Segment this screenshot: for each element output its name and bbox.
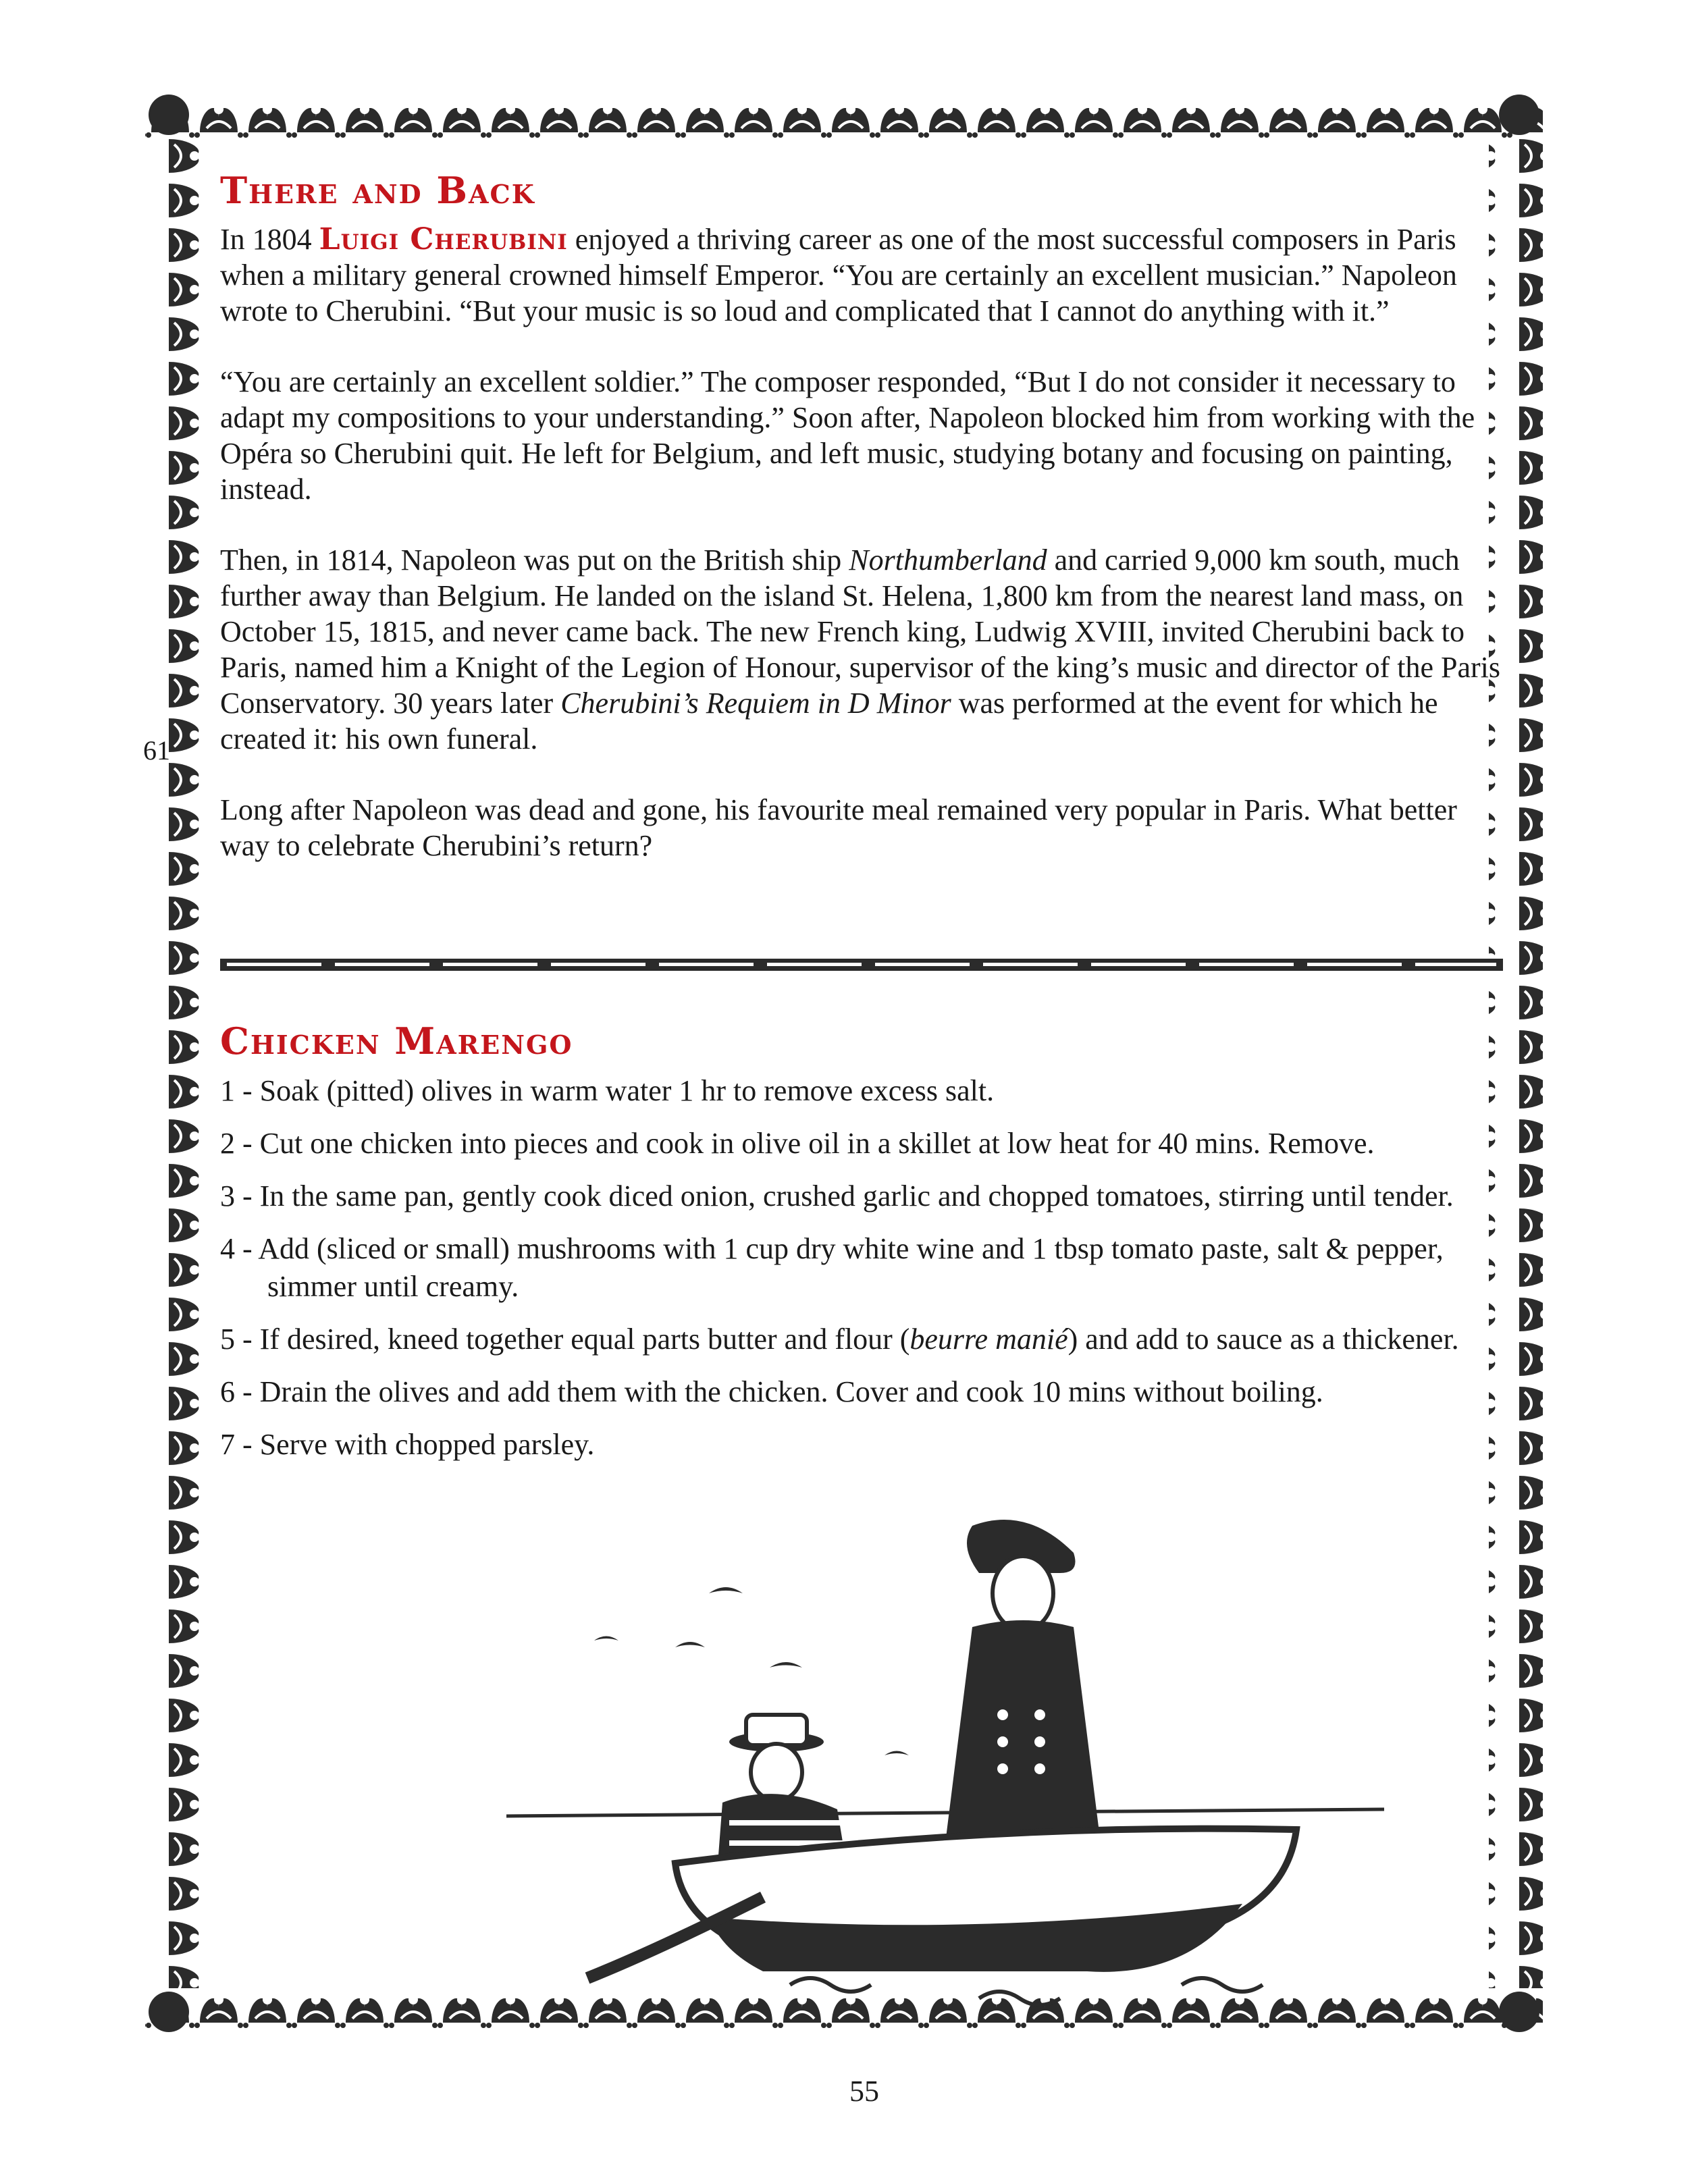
work-title: Cherubini’s Requiem in D Minor: [560, 687, 951, 720]
text: 5 - If desired, kneed together equal parts butter and flour (: [220, 1323, 910, 1356]
paragraph-3: [220, 542, 1503, 757]
paragraph-2: “You are certainly an excellent soldier.” The composer responded, “But I do not consider it necessary to adapt my compositions to your understanding.” Soon after, Napoleon blocked him from working with the Opéra so Cherubini quit. He left for Belgium, and left music, studying botany and focusing on painting, instead.: [220, 365, 1475, 506]
ship-name: Northumberland: [849, 543, 1047, 577]
recipe-step-2: 2 - Cut one chicken into pieces and cook in olive oil in a skillet at low heat for 40 mins. Remove.: [220, 1127, 1375, 1160]
recipe-section: [220, 999, 1503, 1479]
text: and carried 9,000 km south, much further away than Belgium. He landed on the island St. Helena, 1,800 km from the nearest land mass, on October 15, 1815, and never came back. The new French king, Ludwig XVIII, invited Cherubini back to Paris, named him a Knight of the Legion of Honour, supervisor of the king’s music and director of the Paris Conservatory. 30 years later: [220, 543, 1500, 720]
recipe-step-1: 1 - Soak (pitted) olives in warm water 1 hr to remove excess salt.: [220, 1074, 995, 1107]
story-section: [220, 149, 1503, 899]
text: enjoyed a thriving career as one of the most successful composers in Paris when a military general crowned himself Emperor. “You are certainly an excellent musician.” Napoleon wrote to Cherubini. “But your music is so loud and complicated that I cannot do anything with it.”: [220, 223, 1457, 327]
recipe-step-7: 7 - Serve with chopped parsley.: [220, 1428, 595, 1461]
section-divider: [220, 957, 1503, 972]
page-number: 55: [849, 2075, 879, 2108]
paragraph-4: Long after Napoleon was dead and gone, his favourite meal remained very popular in Paris. What better way to celebrate Cherubini’s return?: [220, 793, 1457, 862]
text: was performed at the event for which he created it: his own funeral.: [220, 687, 1438, 755]
recipe-step-4: 4 - Add (sliced or small) mushrooms with 1 cup dry white wine and 1 tbsp tomato paste, salt & pepper, simmer until creamy.: [220, 1232, 1444, 1303]
recipe-step-5: [220, 1321, 1503, 1358]
side-page-number: 61: [143, 735, 170, 766]
recipe-step-6: 6 - Drain the olives and add them with the chicken. Cover and cook 10 mins without boiling.: [220, 1375, 1323, 1408]
recipe-step-3: 3 - In the same pan, gently cook diced onion, crushed garlic and chopped tomatoes, stirring until tender.: [220, 1179, 1454, 1213]
text: In 1804: [220, 223, 319, 256]
section-title-chicken-marengo: Chicken Marengo: [220, 1019, 573, 1063]
napoleon-boat-illustration: [506, 1512, 1384, 2025]
text: Then, in 1814, Napoleon was put on the British ship: [220, 543, 849, 577]
composer-name: Luigi Cherubini: [319, 222, 568, 257]
term-beurre-manie: beurre manié: [909, 1323, 1068, 1356]
section-title-there-and-back: There and Back: [220, 169, 535, 212]
text: ) and add to sauce as a thickener.: [1067, 1323, 1459, 1356]
paragraph-1: [220, 221, 1503, 329]
